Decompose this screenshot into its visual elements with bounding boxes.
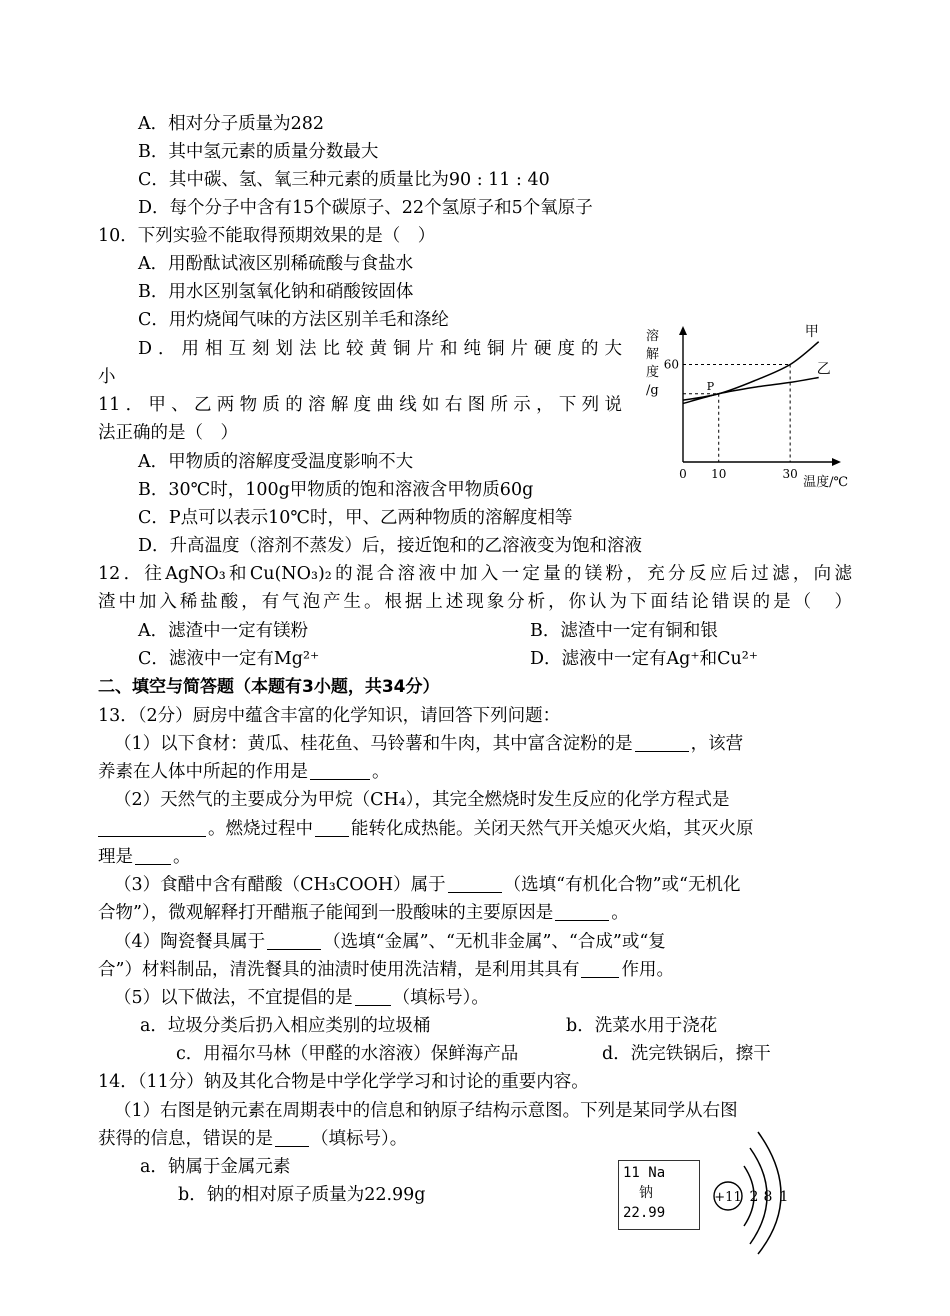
q9-option-a: A．相对分子质量为282 xyxy=(138,114,325,134)
element-number-symbol: 11 Na xyxy=(623,1165,666,1181)
q10-option-d-line2: 小 xyxy=(98,367,116,387)
q14-option-b: b．钠的相对原子质量为22.99g xyxy=(178,1185,426,1205)
q14-part1-text-a: 获得的信息，错误的是 xyxy=(98,1129,273,1149)
q13-part4-blank-1[interactable] xyxy=(267,930,321,950)
x-axis-arrow xyxy=(832,458,841,466)
electron-count-shell-2: 8 xyxy=(763,1189,773,1205)
x-tick-label-2: 30 xyxy=(782,467,798,481)
q13-part4-text-d: 作用。 xyxy=(621,960,674,980)
sodium-atom-diagram xyxy=(706,1126,816,1256)
q13-part4-text-a: （4）陶瓷餐具属于 xyxy=(114,932,266,952)
q13-part5-text-b: （填标号）。 xyxy=(392,988,489,1008)
q14-stem: 14．（11分）钠及其化合物是中学化学学习和讨论的重要内容。 xyxy=(98,1072,589,1092)
q13-part5-line xyxy=(114,984,489,1012)
x-tick-label-1: 10 xyxy=(711,467,727,481)
point-p-label: P xyxy=(706,379,715,393)
q13-part2-line3 xyxy=(98,843,191,871)
q13-part2-blank-3[interactable] xyxy=(135,845,171,865)
series-curve-0 xyxy=(683,342,819,401)
q11-option-d: D．升高温度（溶剂不蒸发）后，接近饱和的乙溶液变为饱和溶液 xyxy=(138,536,643,556)
q13-part3-text-a: （3）食醋中含有醋酸（CH₃COOH）属于 xyxy=(114,875,446,895)
ylabel-char-1: 解 xyxy=(646,347,660,362)
q12-option-d: D．滤液中一定有Ag⁺和Cu²⁺ xyxy=(530,649,759,669)
y-tick-label-0: 60 xyxy=(663,357,679,372)
q13-part4-text-b: （选填“金属”、“无机非金属”、“合成”或“复 xyxy=(323,932,666,952)
q13-part3-text-c: 合物”），微观解释打开醋瓶子能闻到一股酸味的主要原因是 xyxy=(98,903,554,923)
q9-option-d: D．每个分子中含有15个碳原子、22个氢原子和5个氧原子 xyxy=(138,198,593,218)
q13-part2-text-c: 理是 xyxy=(98,847,133,867)
q13-option-c: c．用福尔马林（甲醛的水溶液）保鲜海产品 xyxy=(176,1044,519,1064)
q13-part3-blank-2[interactable] xyxy=(555,901,609,921)
q13-option-d: d．洗完铁锅后，擦干 xyxy=(602,1044,771,1064)
q11-stem-line1: 11．甲、乙两物质的溶解度曲线如右图所示，下列说 xyxy=(98,395,622,415)
q13-option-b: b．洗菜水用于浇花 xyxy=(566,1016,718,1036)
series-label-0: 甲 xyxy=(804,323,819,340)
q13-part3-blank-1[interactable] xyxy=(448,873,502,893)
electron-count-shell-3: 1 xyxy=(779,1189,789,1205)
series-label-1: 乙 xyxy=(816,361,831,378)
q12-stem-line1: 12．往AgNO₃和Cu(NO₃)₂的混合溶液中加入一定量的镁粉，充分反应后过滤，向滤 xyxy=(98,564,852,584)
q10-option-b: B．用水区别氢氧化钠和硝酸铵固体 xyxy=(138,282,414,302)
q12-option-c: C．滤液中一定有Mg²⁺ xyxy=(138,649,320,669)
q13-part1-line2 xyxy=(98,758,390,786)
q13-part4-blank-2[interactable] xyxy=(581,958,619,978)
q11-option-a: A．甲物质的溶解度受温度影响不大 xyxy=(138,452,414,472)
q14-option-a: a．钠属于金属元素 xyxy=(140,1157,291,1177)
q13-part5-text-a: （5）以下做法，不宜提倡的是 xyxy=(114,988,353,1008)
q13-part3-text-b: （选填“有机化合物”或“无机化 xyxy=(503,875,741,895)
q14-part1-line2 xyxy=(98,1125,407,1153)
q13-part2-blank-1[interactable] xyxy=(98,817,206,837)
q13-part5-blank[interactable] xyxy=(355,986,391,1006)
q9-option-b: B．其中氢元素的质量分数最大 xyxy=(138,142,379,162)
q13-part2-text-b: 能转化成热能。关闭天然气开关熄灭火焰，其灭火原 xyxy=(351,819,754,839)
q13-part2-text-d: 。 xyxy=(173,847,191,867)
q13-part4-line2 xyxy=(98,956,674,984)
q14-part1-text-b: （填标号）。 xyxy=(311,1129,408,1149)
q13-part1-line1 xyxy=(114,730,743,758)
q10-option-a: A．用酚酞试液区别稀硫酸与食盐水 xyxy=(138,254,414,274)
q13-part3-line2 xyxy=(98,899,629,927)
q10-stem: 10．下列实验不能取得预期效果的是（ ） xyxy=(98,226,436,246)
q13-part3-text-d: 。 xyxy=(611,903,629,923)
q13-part2-line1: （2）天然气的主要成分为甲烷（CH₄），其完全燃烧时发生反应的化学方程式是 xyxy=(114,790,730,810)
q14-part1-blank[interactable] xyxy=(275,1127,309,1147)
q13-part2-text-a: 。燃烧过程中 xyxy=(208,819,313,839)
q13-option-a: a．垃圾分类后扔入相应类别的垃圾桶 xyxy=(140,1016,431,1036)
nucleus-label: +11 xyxy=(714,1190,742,1205)
solubility-chart xyxy=(636,322,856,492)
q13-part1-blank-1[interactable] xyxy=(635,732,689,752)
q14-part1-line1: （1）右图是钠元素在周期表中的信息和钠原子结构示意图。下列是某同学从右图 xyxy=(114,1101,738,1121)
q13-part4-line1 xyxy=(114,928,666,956)
ylabel-char-0: 溶 xyxy=(646,329,660,344)
electron-count-shell-1: 2 xyxy=(749,1189,759,1205)
q9-option-c: C．其中碳、氢、氧三种元素的质量比为90 : 11 : 40 xyxy=(138,170,550,190)
y-axis-arrow xyxy=(679,326,687,335)
q10-option-c: C．用灼烧闻气味的方法区别羊毛和涤纶 xyxy=(138,310,449,330)
q13-part1-text-b: ，该营 xyxy=(690,734,744,754)
q11-stem-line2: 法正确的是（ ） xyxy=(98,423,238,443)
q13-part1-text-a: （1）以下食材：黄瓜、桂花鱼、马铃薯和牛肉，其中富含淀粉的是 xyxy=(114,734,633,754)
section2-title: 二、填空与简答题（本题有3小题，共34分） xyxy=(98,677,440,697)
element-mass: 22.99 xyxy=(623,1205,666,1221)
q13-part2-line2 xyxy=(98,815,754,843)
x-tick-label-0: 0 xyxy=(679,467,687,481)
element-name: 钠 xyxy=(639,1185,653,1201)
q13-part3-line1 xyxy=(114,871,741,899)
q10-option-d-line1: D．用相互刻划法比较黄铜片和纯铜片硬度的大 xyxy=(138,339,622,359)
element-card xyxy=(618,1160,700,1230)
q13-part1-blank-2[interactable] xyxy=(310,760,370,780)
x-axis-label: 温度/℃ xyxy=(803,475,848,490)
q11-option-b: B．30℃时，100g甲物质的饱和溶液含甲物质60g xyxy=(138,480,534,500)
q12-option-a: A．滤渣中一定有镁粉 xyxy=(138,621,309,641)
q12-option-b: B．滤渣中一定有铜和银 xyxy=(530,621,718,641)
q12-stem-line2: 渣中加入稀盐酸，有气泡产生。根据上述现象分析，你认为下面结论错误的是（ ） xyxy=(98,592,852,612)
q13-part1-text-c: 养素在人体中所起的作用是 xyxy=(98,762,308,782)
q13-part2-blank-2[interactable] xyxy=(315,817,349,837)
ylabel-char-2: 度 xyxy=(646,365,660,380)
q13-part1-text-d: 。 xyxy=(372,762,390,782)
q11-option-c: C．P点可以表示10℃时，甲、乙两种物质的溶解度相等 xyxy=(138,508,573,528)
q13-part4-text-c: 合”）材料制品，清洗餐具的油渍时使用洗洁精，是利用其具有 xyxy=(98,960,580,980)
q13-stem: 13．（2分）厨房中蕴含丰富的化学知识，请回答下列问题： xyxy=(98,706,561,726)
ylabel-char-3: /g xyxy=(646,383,659,398)
